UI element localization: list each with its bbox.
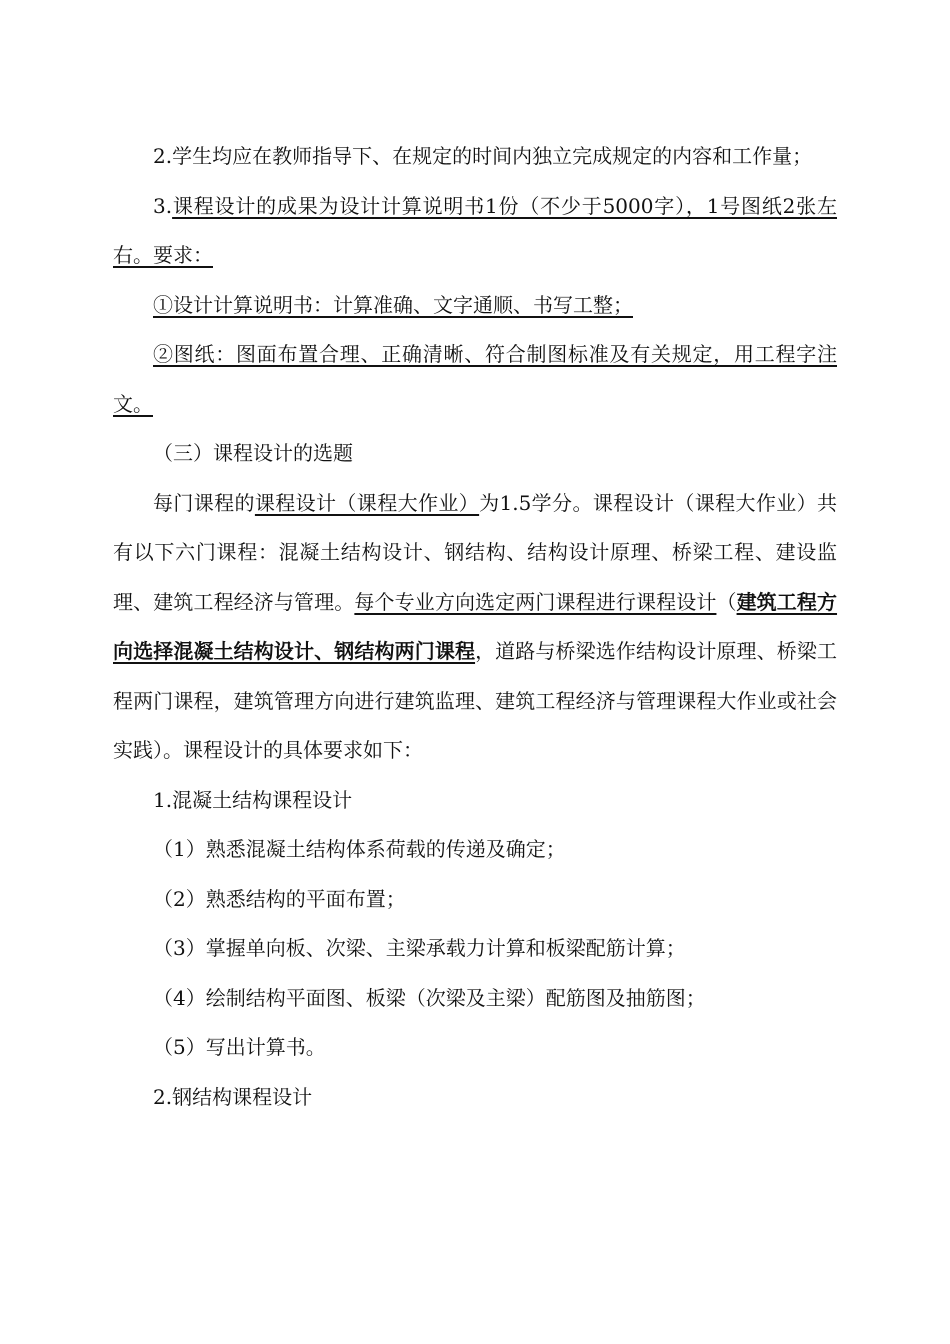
section-heading xyxy=(113,429,837,479)
requirement-item-3-text: 课程设计的成果为设计计算说明书1份（不少于5000字），1号图纸2张左右。要求： xyxy=(113,193,837,267)
requirement-sub-2-text: ②图纸：图面布置合理、正确清晰、符合制图标准及有关规定，用工程字注文。 xyxy=(113,342,837,416)
list-item-text: （5）写出计算书。 xyxy=(153,1035,326,1059)
concrete-heading xyxy=(113,776,837,826)
requirement-sub-1 xyxy=(113,281,837,331)
steel-heading xyxy=(113,1073,837,1123)
list-item xyxy=(113,1023,837,1073)
requirement-item-2-text: 2.学生均应在教师指导下、在规定的时间内独立完成规定的内容和工作量； xyxy=(153,144,813,168)
list-item xyxy=(113,825,837,875)
intro-part-1: 每门课程的 xyxy=(153,490,255,515)
intro-part-2: 为1.5学分。课程设计（课程大作业）共有以下六门课程：混凝土结构设计、钢结构、结构设计原理、桥梁工程、建设监理、建筑工程经济与管理。 xyxy=(113,490,838,614)
requirement-item-3-number: 3. xyxy=(153,193,173,218)
concrete-heading-text: 1.混凝土结构课程设计 xyxy=(153,787,353,812)
intro-part-3: （ xyxy=(716,589,737,614)
list-item xyxy=(113,974,837,1024)
document-body xyxy=(113,132,837,1122)
section-heading-text: （三）课程设计的选题 xyxy=(153,441,353,465)
requirement-item-2 xyxy=(113,132,837,182)
list-item-text: （4）绘制结构平面图、板梁（次梁及主梁）配筋图及抽筋图； xyxy=(153,985,706,1010)
list-item-text: （3）掌握单向板、次梁、主梁承载力计算和板梁配筋计算； xyxy=(153,936,686,960)
list-item-text: （1）熟悉混凝土结构体系荷载的传递及确定； xyxy=(153,837,566,861)
list-item xyxy=(113,924,837,974)
requirement-sub-1-text: ①设计计算说明书：计算准确、文字通顺、书写工整； xyxy=(153,292,633,317)
list-item xyxy=(113,875,837,925)
requirement-item-3 xyxy=(113,182,837,281)
intro-part-4: ，道路与桥梁选作结构设计原理、桥梁工程两门课程，建筑管理方向进行建筑监理、建筑工程经济与管理课程大作业或社会实践）。课程设计的具体要求如下： xyxy=(113,639,838,762)
list-item-text: （2）熟悉结构的平面布置； xyxy=(153,886,406,911)
intro-underlined-1: 课程设计（课程大作业） xyxy=(254,490,480,515)
requirement-sub-2 xyxy=(113,330,837,429)
intro-underlined-2: 每个专业方向选定两门课程进行课程设计 xyxy=(354,589,717,614)
steel-heading-text: 2.钢结构课程设计 xyxy=(153,1084,313,1109)
intro-bold: 建筑工程方向选择混凝土结构设计、钢结构两门课程 xyxy=(113,589,838,663)
section-intro xyxy=(113,479,837,776)
